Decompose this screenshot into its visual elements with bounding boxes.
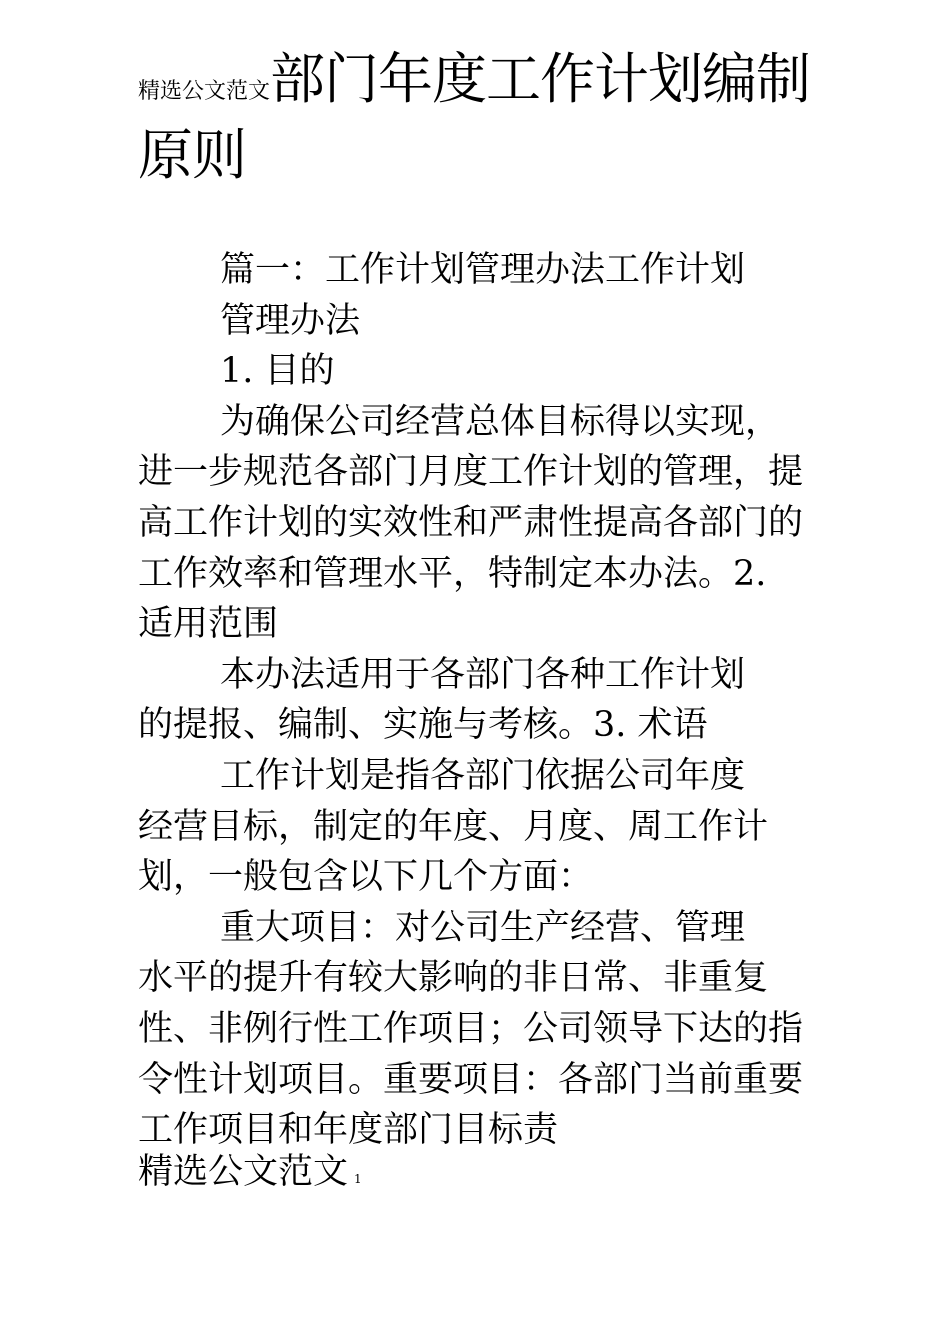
- header-label: 精选公文范文: [138, 79, 271, 104]
- page-number: 1: [354, 1172, 362, 1186]
- footer-label: 精选公文范文: [138, 1152, 349, 1192]
- paragraph-2-first-line: 本办法适用于各部门各种工作计划: [220, 654, 746, 695]
- paragraph-3-rest: 经营目标，制定的年度、月度、周工作计划，一般包含以下几个方面：: [138, 806, 769, 898]
- page-footer: [138, 1147, 362, 1204]
- paragraph-1-rest: 进一步规范各部门月度工作计划的管理，提高工作计划的实效性和严肃性提高各部门的工作效率和管理水平，特制定本办法。2. 适用范围: [138, 452, 804, 645]
- paragraph-4-first-line: 重大项目：对公司生产经营、管理: [220, 907, 746, 948]
- section-title-purpose: 1. 目的: [220, 351, 335, 392]
- paragraph-4-rest: 水平的提升有较大影响的非日常、非重复性、非例行性工作项目；公司领导下达的指令性计划项目。重要项目：各部门当前重要工作项目和年度部门目标责: [138, 958, 804, 1151]
- heading-line-1: 篇一：工作计划管理办法工作计划: [220, 250, 746, 290]
- paragraph-1-first-line: 为确保公司经营总体目标得以实现，: [220, 401, 781, 442]
- document-body: [138, 245, 808, 1156]
- heading-line-2: 管理办法: [220, 300, 361, 341]
- document-title: 部门年度工作计划编制原则: [138, 47, 811, 187]
- paragraph-2-rest: 的提报、编制、实施与考核。3. 术语: [138, 705, 708, 746]
- paragraph-3-first-line: 工作计划是指各部门依据公司年度: [220, 755, 746, 796]
- title-block: [138, 48, 838, 200]
